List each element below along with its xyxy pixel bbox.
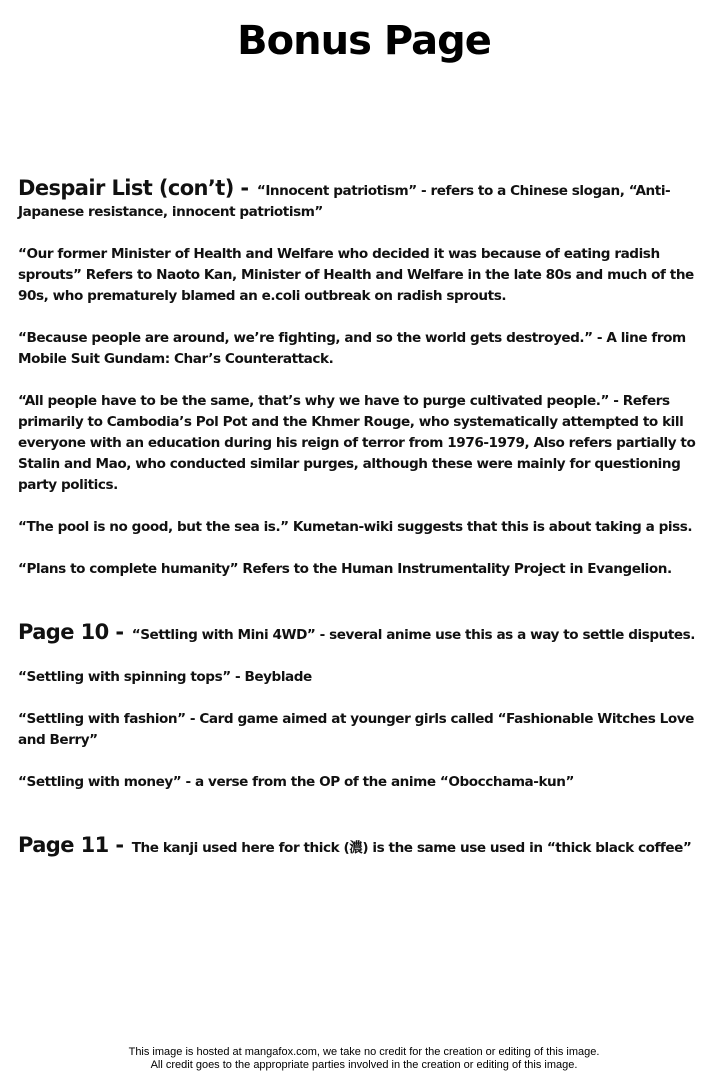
note-text: The kanji used here for thick (濃) is the same use used in “thick black coffee” — [131, 840, 692, 856]
note-text: “Settling with fashion” - Card game aimed at younger girls called “Fashionable Witches Love and Berry” — [18, 711, 694, 748]
note-entry — [18, 835, 712, 859]
note-text: “Settling with spinning tops” - Beyblade — [18, 669, 312, 685]
section-page-10 — [18, 622, 712, 793]
note-text: “Innocent patriotism” - refers to a Chinese slogan, “Anti-Japanese resistance, innocent patriotism” — [18, 183, 671, 220]
page-title: Bonus Page — [237, 18, 491, 64]
section-page-11 — [18, 835, 712, 859]
note-text: “The pool is no good, but the sea is.” Kumetan-wiki suggests that this is about taking a piss. — [18, 519, 693, 535]
section-heading: Despair List (con’t) - — [18, 176, 249, 200]
note-entry — [18, 667, 712, 688]
note-entry — [18, 178, 712, 223]
note-entry — [18, 391, 712, 496]
section-heading: Page 10 - — [18, 620, 124, 644]
note-entry — [18, 559, 712, 580]
note-entry — [18, 622, 712, 646]
hosting-disclaimer — [0, 1046, 728, 1072]
note-text: “Our former Minister of Health and Welfare who decided it was because of eating radish sprouts” Refers to Naoto Kan, Minister of Health and Welfare in the late 80s and much of the 90s, who prematurely blamed an e.coli outbreak on radish sprouts. — [18, 246, 694, 304]
note-entry — [18, 244, 712, 307]
note-text: “Plans to complete humanity” Refers to the Human Instrumentality Project in Evangelion. — [18, 561, 672, 577]
notes-content — [18, 178, 712, 880]
section-despair-list — [18, 178, 712, 580]
disclaimer-line-2: All credit goes to the appropriate parties involved in the creation or editing of this image. — [150, 1059, 578, 1071]
note-entry — [18, 517, 712, 538]
section-heading: Page 11 - — [18, 833, 124, 857]
note-entry — [18, 772, 712, 793]
note-entry — [18, 328, 712, 370]
note-entry — [18, 709, 712, 751]
note-text: “Because people are around, we’re fighting, and so the world gets destroyed.” - A line from Mobile Suit Gundam: Char’s Counterattack. — [18, 330, 686, 367]
disclaimer-line-1: This image is hosted at mangafox.com, we take no credit for the creation or editing of this image. — [128, 1046, 600, 1058]
note-text: “Settling with money” - a verse from the OP of the anime “Obocchama-kun” — [18, 774, 574, 790]
note-text: “All people have to be the same, that’s why we have to purge cultivated people.” - Refers primarily to Cambodia’s Pol Pot and the Khmer Rouge, who systematically attempted to kill everyone with an education during his reign of terror from 1976-1979, Also refers partially to Stalin and Mao, who conducted similar purges, although these were mainly for questioning party politics. — [18, 393, 696, 493]
note-text: “Settling with Mini 4WD” - several anime use this as a way to settle disputes. — [131, 627, 696, 643]
